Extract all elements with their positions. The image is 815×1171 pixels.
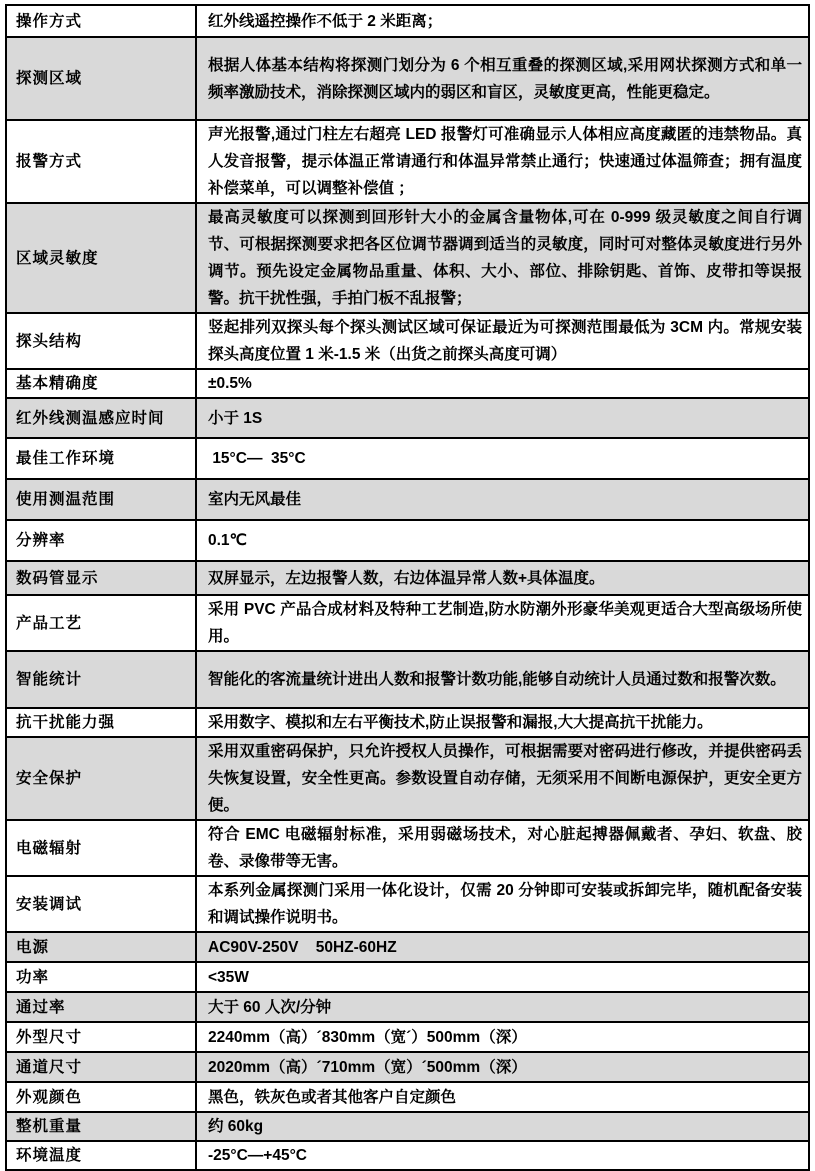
- spec-label-cell: 使用测温范围: [6, 479, 196, 520]
- spec-label-cell: 抗干扰能力强: [6, 708, 196, 737]
- spec-row: [6, 876, 809, 932]
- spec-row: [6, 1112, 809, 1141]
- spec-label-cell: 探测区域: [6, 37, 196, 120]
- spec-row: [6, 313, 809, 369]
- spec-label-cell: 安装调试: [6, 876, 196, 932]
- spec-label-cell: 安全保护: [6, 737, 196, 820]
- spec-value-cell: 黑色，铁灰色或者其他客户自定颜色: [196, 1082, 809, 1112]
- spec-row: [6, 561, 809, 595]
- spec-value-cell: 符合 EMC 电磁辐射标准，采用弱磁场技术，对心脏起搏器佩戴者、孕妇、软盘、胶卷、录像带等无害。: [196, 820, 809, 876]
- spec-value-cell: 采用 PVC 产品合成材料及特种工艺制造,防水防潮外形豪华美观更适合大型高级场所使用。: [196, 595, 809, 651]
- spec-row: [6, 398, 809, 438]
- spec-value-cell: 红外线遥控操作不低于 2 米距离；: [196, 5, 809, 37]
- spec-label-cell: 操作方式: [6, 5, 196, 37]
- spec-value-cell: 2240mm（高）´830mm（宽´）500mm（深）: [196, 1022, 809, 1052]
- spec-label-cell: 最佳工作环境: [6, 438, 196, 479]
- spec-label-cell: 通道尺寸: [6, 1052, 196, 1082]
- spec-label-cell: 通过率: [6, 992, 196, 1022]
- spec-value-cell: 采用双重密码保护，只允许授权人员操作，可根据需要对密码进行修改，并提供密码丢失恢复设置，安全性更高。参数设置自动存储，无须采用不间断电源保护，更安全更方便。: [196, 737, 809, 820]
- spec-row: [6, 5, 809, 37]
- spec-value-cell: 2020mm（高）´710mm（宽）´500mm（深）: [196, 1052, 809, 1082]
- spec-row: [6, 438, 809, 479]
- spec-row: [6, 932, 809, 962]
- spec-row: [6, 120, 809, 203]
- spec-label-cell: 产品工艺: [6, 595, 196, 651]
- spec-label-cell: 红外线测温感应时间: [6, 398, 196, 438]
- spec-value-cell: 本系列金属探测门采用一体化设计，仅需 20 分钟即可安装或拆卸完毕，随机配备安装和调试操作说明书。: [196, 876, 809, 932]
- spec-label-cell: 区域灵敏度: [6, 203, 196, 313]
- spec-row: [6, 708, 809, 737]
- spec-value-cell: 最高灵敏度可以探测到回形针大小的金属含量物体,可在 0-999 级灵敏度之间自行调节、可根据探测要求把各区位调节器调到适当的灵敏度，同时可对整体灵敏度进行另外调节。预先设定金属物品重量、体积、大小、部位、排除钥匙、首饰、皮带扣等误报警。抗干扰性强，手拍门板不乱报警；: [196, 203, 809, 313]
- spec-label-cell: 环境温度: [6, 1141, 196, 1170]
- spec-label-cell: 数码管显示: [6, 561, 196, 595]
- spec-value-cell: 室内无风最佳: [196, 479, 809, 520]
- spec-row: [6, 595, 809, 651]
- spec-label-cell: 外观颜色: [6, 1082, 196, 1112]
- spec-row: [6, 992, 809, 1022]
- spec-value-cell: 竖起排列双探头每个探头测试区域可保证最近为可探测范围最低为 3CM 内。常规安装探头高度位置 1 米-1.5 米（出货之前探头高度可调）: [196, 313, 809, 369]
- spec-label-cell: 外型尺寸: [6, 1022, 196, 1052]
- spec-value-cell: 根据人体基本结构将探测门划分为 6 个相互重叠的探测区域,采用网状探测方式和单一频率激励技术，消除探测区域内的弱区和盲区，灵敏度更高，性能更稳定。: [196, 37, 809, 120]
- spec-row: [6, 520, 809, 561]
- spec-label-cell: 智能统计: [6, 651, 196, 708]
- spec-row: [6, 1022, 809, 1052]
- spec-value-cell: ±0.5%: [196, 369, 809, 398]
- spec-label-cell: 探头结构: [6, 313, 196, 369]
- spec-label-cell: 电磁辐射: [6, 820, 196, 876]
- spec-value-cell: 大于 60 人次/分钟: [196, 992, 809, 1022]
- spec-value-cell: 声光报警,通过门柱左右超亮 LED 报警灯可准确显示人体相应高度藏匿的违禁物品。真人发音报警，提示体温正常请通行和体温异常禁止通行；快速通过体温筛查；拥有温度补偿菜单，可以调整补偿值 ；: [196, 120, 809, 203]
- spec-value-cell: 约 60kg: [196, 1112, 809, 1141]
- spec-row: [6, 651, 809, 708]
- spec-value-cell: AC90V-250V 50HZ-60HZ: [196, 932, 809, 962]
- spec-value-cell: -25°C—+45°C: [196, 1141, 809, 1170]
- spec-row: [6, 820, 809, 876]
- spec-label-cell: 分辨率: [6, 520, 196, 561]
- spec-row: [6, 203, 809, 313]
- spec-label-cell: 整机重量: [6, 1112, 196, 1141]
- spec-row: [6, 37, 809, 120]
- spec-row: [6, 479, 809, 520]
- spec-value-cell: 小于 1S: [196, 398, 809, 438]
- spec-row: [6, 1141, 809, 1170]
- spec-row: [6, 1052, 809, 1082]
- spec-table-body: [6, 5, 809, 1170]
- spec-row: [6, 962, 809, 992]
- spec-value-cell: 智能化的客流量统计进出人数和报警计数功能,能够自动统计人员通过数和报警次数。: [196, 651, 809, 708]
- spec-value-cell: 0.1℃: [196, 520, 809, 561]
- spec-row: [6, 369, 809, 398]
- spec-value-cell: <35W: [196, 962, 809, 992]
- spec-value-cell: 15°C— 35°C: [196, 438, 809, 479]
- spec-table: [5, 4, 810, 1171]
- spec-value-cell: 采用数字、模拟和左右平衡技术,防止误报警和漏报,大大提高抗干扰能力。: [196, 708, 809, 737]
- spec-value-cell: 双屏显示，左边报警人数，右边体温异常人数+具体温度。: [196, 561, 809, 595]
- spec-label-cell: 基本精确度: [6, 369, 196, 398]
- spec-label-cell: 电源: [6, 932, 196, 962]
- spec-label-cell: 功率: [6, 962, 196, 992]
- spec-row: [6, 1082, 809, 1112]
- spec-row: [6, 737, 809, 820]
- spec-label-cell: 报警方式: [6, 120, 196, 203]
